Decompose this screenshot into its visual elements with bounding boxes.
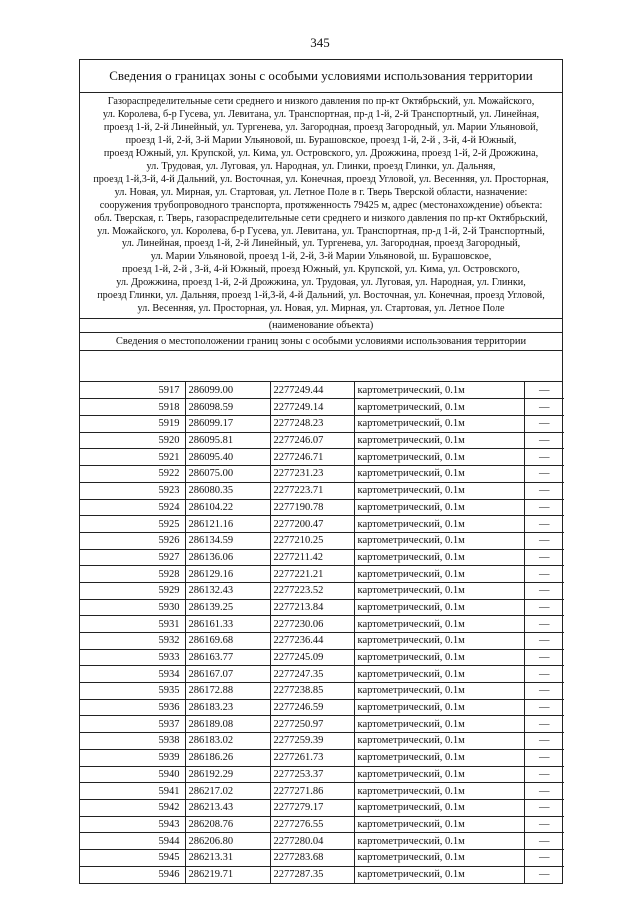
x-coordinate-cell: 286095.81 <box>185 432 270 449</box>
method-cell: картометрический, 0.1м <box>354 549 524 566</box>
point-number-cell: 5931 <box>80 616 185 633</box>
y-coordinate-cell: 2277210.25 <box>270 532 354 549</box>
method-cell: картометрический, 0.1м <box>354 866 524 883</box>
point-number-cell: 5917 <box>80 382 185 399</box>
table-row <box>80 549 564 566</box>
x-coordinate-cell: 286134.59 <box>185 532 270 549</box>
table-row <box>80 766 564 783</box>
description-line: ул. Дрожжина, проезд 1-й, 2-й Дрожжина, ул. Трудовая, ул. Луговая, ул. Народная, ул. Глинки, <box>116 277 526 289</box>
x-coordinate-cell: 286161.33 <box>185 616 270 633</box>
method-cell: картометрический, 0.1м <box>354 416 524 433</box>
description-cell: — <box>524 416 564 433</box>
description-cell: — <box>524 616 564 633</box>
point-number-cell: 5946 <box>80 866 185 883</box>
description-cell: — <box>524 683 564 700</box>
method-cell: картометрический, 0.1м <box>354 532 524 549</box>
method-cell: картометрический, 0.1м <box>354 449 524 466</box>
description-cell: — <box>524 816 564 833</box>
y-coordinate-cell: 2277249.44 <box>270 382 354 399</box>
table-row <box>80 449 564 466</box>
y-coordinate-cell: 2277190.78 <box>270 499 354 516</box>
table-row <box>80 482 564 499</box>
method-cell: картометрический, 0.1м <box>354 683 524 700</box>
method-cell: картометрический, 0.1м <box>354 766 524 783</box>
method-cell: картометрический, 0.1м <box>354 482 524 499</box>
method-cell: картометрический, 0.1м <box>354 816 524 833</box>
description-line: сооружения трубопроводного транспорта, протяженность 79425 м, адрес (местонахождение) объекта: <box>99 199 543 211</box>
point-number-cell: 5934 <box>80 666 185 683</box>
point-number-cell: 5941 <box>80 783 185 800</box>
method-cell: картометрический, 0.1м <box>354 833 524 850</box>
y-coordinate-cell: 2277230.06 <box>270 616 354 633</box>
description-cell: — <box>524 766 564 783</box>
y-coordinate-cell: 2277248.23 <box>270 416 354 433</box>
method-cell: картометрический, 0.1м <box>354 599 524 616</box>
description-line: ул. Королева, б-р Гусева, ул. Левитана, ул. Транспортная, пр-д 1-й, 2-й Транспортный, ул. Линейная, <box>102 108 540 120</box>
description-cell: — <box>524 849 564 866</box>
point-number-cell: 5944 <box>80 833 185 850</box>
x-coordinate-cell: 286186.26 <box>185 749 270 766</box>
y-coordinate-cell: 2277238.85 <box>270 683 354 700</box>
method-cell: картометрический, 0.1м <box>354 582 524 599</box>
object-name-caption: (наименование объекта) <box>80 319 562 333</box>
table-row <box>80 382 564 399</box>
table-row <box>80 649 564 666</box>
table-row <box>80 666 564 683</box>
table-row <box>80 866 564 883</box>
description-cell: — <box>524 499 564 516</box>
x-coordinate-cell: 286206.80 <box>185 833 270 850</box>
x-coordinate-cell: 286219.71 <box>185 866 270 883</box>
table-row <box>80 499 564 516</box>
section-title: Сведения о местоположении границ зоны с особыми условиями использования территории <box>80 333 562 351</box>
x-coordinate-cell: 286104.22 <box>185 499 270 516</box>
description-line: ул. Новая, ул. Мирная, ул. Стартовая, ул. Летное Поле в г. Тверь Тверской области, назначение: <box>114 186 528 198</box>
point-number-cell: 5942 <box>80 799 185 816</box>
table-row <box>80 399 564 416</box>
table-row <box>80 599 564 616</box>
description-line: ул. Линейная, проезд 1-й, 2-й Линейный, ул. Тургенева, ул. Загородная, проезд Загородный, <box>121 238 521 250</box>
point-number-cell: 5922 <box>80 466 185 483</box>
description-cell: — <box>524 466 564 483</box>
point-number-cell: 5918 <box>80 399 185 416</box>
x-coordinate-cell: 286183.02 <box>185 733 270 750</box>
point-number-cell: 5928 <box>80 566 185 583</box>
table-row <box>80 699 564 716</box>
table-row <box>80 783 564 800</box>
method-cell: картометрический, 0.1м <box>354 749 524 766</box>
table-row <box>80 849 564 866</box>
description-line: ул. Марии Ульяновой, проезд 1-й, 2-й, 3-й Марии Ульяновой, ш. Бурашовское, <box>150 251 492 263</box>
method-cell: картометрический, 0.1м <box>354 783 524 800</box>
method-cell: картометрический, 0.1м <box>354 649 524 666</box>
table-row <box>80 633 564 650</box>
method-cell: картометрический, 0.1м <box>354 666 524 683</box>
description-cell: — <box>524 566 564 583</box>
method-cell: картометрический, 0.1м <box>354 716 524 733</box>
description-line: обл. Тверская, г. Тверь, газораспределительные сети среднего и низкого давления по пр-кт Октябрьский, <box>94 212 548 224</box>
y-coordinate-cell: 2277211.42 <box>270 549 354 566</box>
description-line: проезд 1-й, 2-й, 3-й Марии Ульяновой, ш. Бурашовское, проезд 1-й, 2-й , 3-й, 4-й Южный, <box>125 134 517 146</box>
method-cell: картометрический, 0.1м <box>354 849 524 866</box>
method-cell: картометрический, 0.1м <box>354 516 524 533</box>
point-number-cell: 5927 <box>80 549 185 566</box>
x-coordinate-cell: 286080.35 <box>185 482 270 499</box>
method-cell: картометрический, 0.1м <box>354 566 524 583</box>
x-coordinate-cell: 286192.29 <box>185 766 270 783</box>
description-line: ул. Весенняя, ул. Просторная, ул. Новая, ул. Мирная, ул. Стартовая, ул. Летное Поле <box>137 303 505 315</box>
table-row <box>80 566 564 583</box>
description-cell: — <box>524 532 564 549</box>
description-cell: — <box>524 649 564 666</box>
table-row <box>80 683 564 700</box>
table-row <box>80 799 564 816</box>
point-number-cell: 5938 <box>80 733 185 750</box>
point-number-cell: 5925 <box>80 516 185 533</box>
point-number-cell: 5936 <box>80 699 185 716</box>
y-coordinate-cell: 2277223.52 <box>270 582 354 599</box>
x-coordinate-cell: 286098.59 <box>185 399 270 416</box>
y-coordinate-cell: 2277246.71 <box>270 449 354 466</box>
x-coordinate-cell: 286139.25 <box>185 599 270 616</box>
y-coordinate-cell: 2277247.35 <box>270 666 354 683</box>
method-cell: картометрический, 0.1м <box>354 399 524 416</box>
method-cell: картометрический, 0.1м <box>354 699 524 716</box>
table-header-spacer <box>80 351 562 382</box>
point-number-cell: 5929 <box>80 582 185 599</box>
y-coordinate-cell: 2277279.17 <box>270 799 354 816</box>
y-coordinate-cell: 2277271.86 <box>270 783 354 800</box>
description-line: проезд 1-й, 2-й Линейный, ул. Тургенева, ул. Загородная, проезд Загородный, ул. Марии Ульяновой, <box>103 121 539 133</box>
x-coordinate-cell: 286099.17 <box>185 416 270 433</box>
description-line: Газораспределительные сети среднего и низкого давления по пр-кт Октябрьский, ул. Можайского, <box>107 96 535 107</box>
y-coordinate-cell: 2277246.07 <box>270 432 354 449</box>
description-cell: — <box>524 582 564 599</box>
method-cell: картометрический, 0.1м <box>354 382 524 399</box>
table-row <box>80 816 564 833</box>
x-coordinate-cell: 286121.16 <box>185 516 270 533</box>
description-cell: — <box>524 482 564 499</box>
description-cell: — <box>524 749 564 766</box>
description-cell: — <box>524 432 564 449</box>
description-cell: — <box>524 549 564 566</box>
document-title: Сведения о границах зоны с особыми условиями использования территории <box>80 60 562 93</box>
description-cell: — <box>524 833 564 850</box>
point-number-cell: 5945 <box>80 849 185 866</box>
y-coordinate-cell: 2277250.97 <box>270 716 354 733</box>
y-coordinate-cell: 2277280.04 <box>270 833 354 850</box>
description-cell: — <box>524 666 564 683</box>
description-cell: — <box>524 699 564 716</box>
y-coordinate-cell: 2277253.37 <box>270 766 354 783</box>
point-number-cell: 5939 <box>80 749 185 766</box>
x-coordinate-cell: 286208.76 <box>185 816 270 833</box>
y-coordinate-cell: 2277236.44 <box>270 633 354 650</box>
x-coordinate-cell: 286189.08 <box>185 716 270 733</box>
method-cell: картометрический, 0.1м <box>354 616 524 633</box>
point-number-cell: 5933 <box>80 649 185 666</box>
description-cell: — <box>524 382 564 399</box>
table-row <box>80 516 564 533</box>
y-coordinate-cell: 2277200.47 <box>270 516 354 533</box>
y-coordinate-cell: 2277283.68 <box>270 849 354 866</box>
x-coordinate-cell: 286217.02 <box>185 783 270 800</box>
y-coordinate-cell: 2277287.35 <box>270 866 354 883</box>
y-coordinate-cell: 2277246.59 <box>270 699 354 716</box>
point-number-cell: 5937 <box>80 716 185 733</box>
point-number-cell: 5924 <box>80 499 185 516</box>
table-row <box>80 733 564 750</box>
description-line: проезд Глинки, ул. Дальняя, проезд 1-й,3-й, 4-й Дальний, ул. Восточная, ул. Конечная, проезд Угловой, <box>97 290 545 302</box>
y-coordinate-cell: 2277245.09 <box>270 649 354 666</box>
table-row <box>80 616 564 633</box>
y-coordinate-cell: 2277213.84 <box>270 599 354 616</box>
method-cell: картометрический, 0.1м <box>354 499 524 516</box>
y-coordinate-cell: 2277249.14 <box>270 399 354 416</box>
point-number-cell: 5932 <box>80 633 185 650</box>
description-cell: — <box>524 399 564 416</box>
description-line: проезд 1-й, 2-й , 3-й, 4-й Южный, проезд Южный, ул. Крупской, ул. Кима, ул. Островского, <box>122 264 520 276</box>
method-cell: картометрический, 0.1м <box>354 799 524 816</box>
description-cell: — <box>524 799 564 816</box>
description-line: проезд Южный, ул. Крупской, ул. Кима, ул. Островского, ул. Дрожжина, проезд 1-й, 2-й Дрожжина, <box>103 147 539 159</box>
x-coordinate-cell: 286075.00 <box>185 466 270 483</box>
method-cell: картометрический, 0.1м <box>354 733 524 750</box>
object-description <box>80 93 562 319</box>
x-coordinate-cell: 286172.88 <box>185 683 270 700</box>
table-row <box>80 833 564 850</box>
description-cell: — <box>524 516 564 533</box>
table-row <box>80 749 564 766</box>
x-coordinate-cell: 286099.00 <box>185 382 270 399</box>
y-coordinate-cell: 2277261.73 <box>270 749 354 766</box>
y-coordinate-cell: 2277223.71 <box>270 482 354 499</box>
description-cell: — <box>524 733 564 750</box>
table-row <box>80 716 564 733</box>
point-number-cell: 5923 <box>80 482 185 499</box>
point-number-cell: 5926 <box>80 532 185 549</box>
zone-boundaries-document <box>79 59 563 884</box>
y-coordinate-cell: 2277231.23 <box>270 466 354 483</box>
coordinates-table <box>80 382 564 883</box>
table-row <box>80 532 564 549</box>
table-row <box>80 432 564 449</box>
description-cell: — <box>524 633 564 650</box>
x-coordinate-cell: 286167.07 <box>185 666 270 683</box>
y-coordinate-cell: 2277259.39 <box>270 733 354 750</box>
method-cell: картометрический, 0.1м <box>354 633 524 650</box>
description-line: проезд 1-й,3-й, 4-й Дальний, ул. Восточная, ул. Конечная, проезд Угловой, ул. Весенняя, ул. Просторная, <box>93 173 549 185</box>
point-number-cell: 5943 <box>80 816 185 833</box>
table-row <box>80 416 564 433</box>
y-coordinate-cell: 2277221.21 <box>270 566 354 583</box>
description-line: ул. Можайского, ул. Королева, б-р Гусева, ул. Левитана, ул. Транспортная, пр-д 1-й, 2-й Транспортный, <box>97 225 545 237</box>
x-coordinate-cell: 286183.23 <box>185 699 270 716</box>
description-cell: — <box>524 716 564 733</box>
point-number-cell: 5919 <box>80 416 185 433</box>
description-cell: — <box>524 599 564 616</box>
point-number-cell: 5920 <box>80 432 185 449</box>
table-row <box>80 582 564 599</box>
description-cell: — <box>524 449 564 466</box>
point-number-cell: 5935 <box>80 683 185 700</box>
x-coordinate-cell: 286095.40 <box>185 449 270 466</box>
point-number-cell: 5940 <box>80 766 185 783</box>
x-coordinate-cell: 286213.31 <box>185 849 270 866</box>
page-number: 345 <box>310 35 330 50</box>
x-coordinate-cell: 286136.06 <box>185 549 270 566</box>
point-number-cell: 5921 <box>80 449 185 466</box>
x-coordinate-cell: 286213.43 <box>185 799 270 816</box>
method-cell: картометрический, 0.1м <box>354 466 524 483</box>
x-coordinate-cell: 286132.43 <box>185 582 270 599</box>
x-coordinate-cell: 286129.16 <box>185 566 270 583</box>
method-cell: картометрический, 0.1м <box>354 432 524 449</box>
description-cell: — <box>524 866 564 883</box>
description-line: ул. Трудовая, ул. Луговая, ул. Народная, ул. Глинки, проезд Глинки, ул. Дальняя, <box>146 160 496 172</box>
x-coordinate-cell: 286163.77 <box>185 649 270 666</box>
x-coordinate-cell: 286169.68 <box>185 633 270 650</box>
y-coordinate-cell: 2277276.55 <box>270 816 354 833</box>
table-row <box>80 466 564 483</box>
description-cell: — <box>524 783 564 800</box>
point-number-cell: 5930 <box>80 599 185 616</box>
